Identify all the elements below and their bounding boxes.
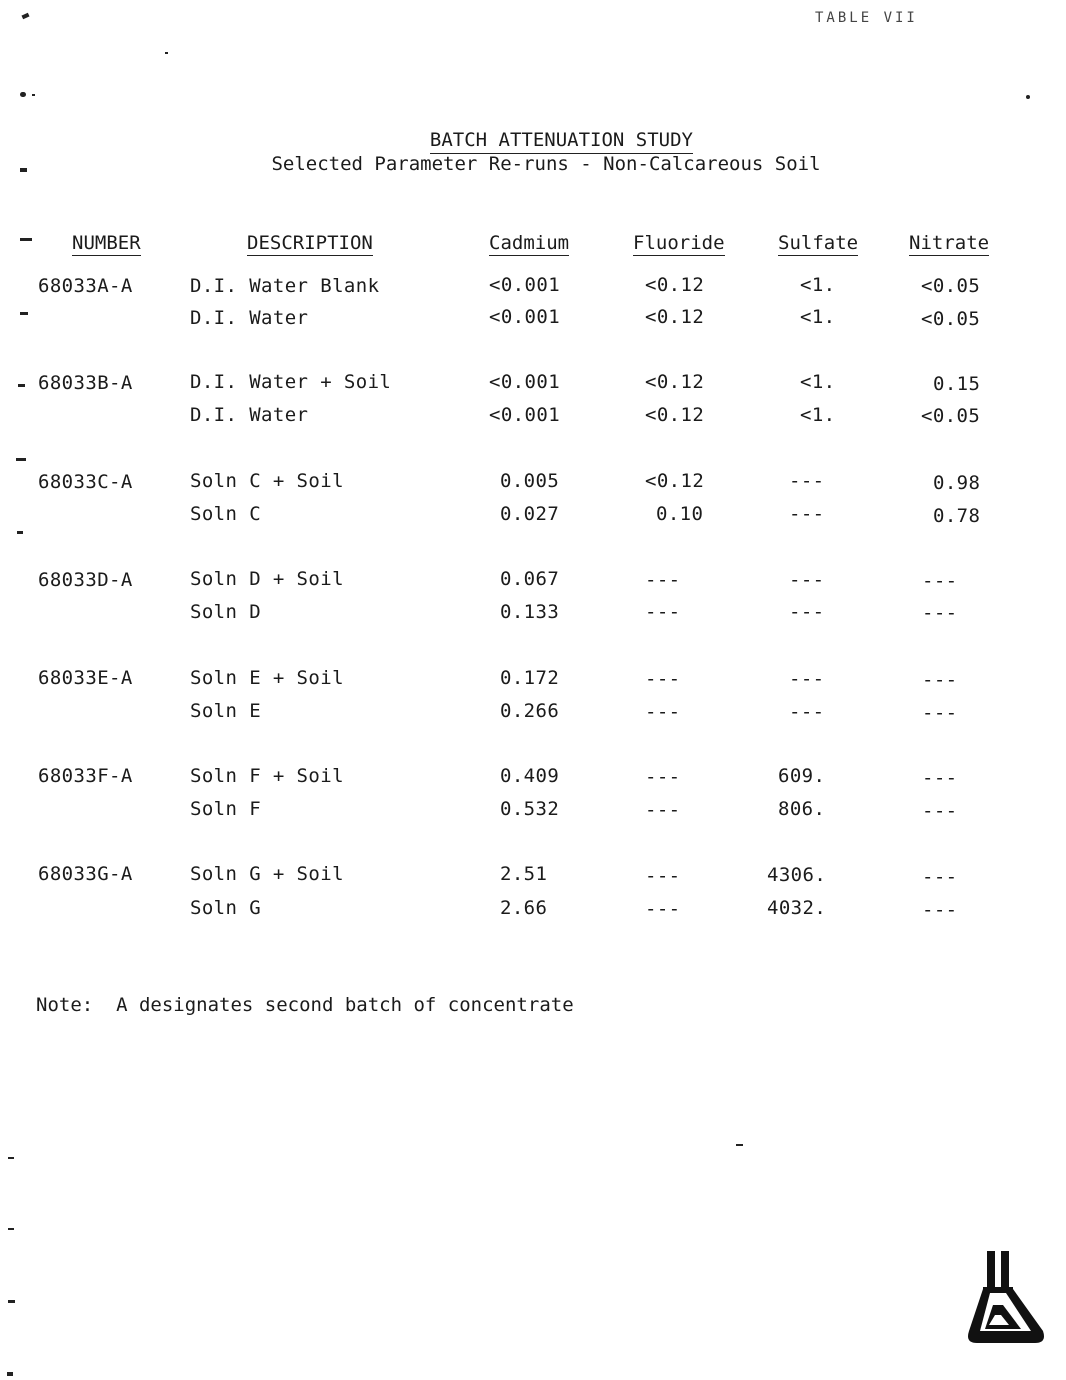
column-header-number: NUMBER — [72, 232, 141, 254]
row-number: 68033F-A — [38, 765, 133, 787]
scan-mark — [20, 92, 26, 97]
cell-fluoride: --- — [645, 865, 681, 887]
cell-sulfate: --- — [789, 569, 825, 591]
cell-nitrate: --- — [922, 767, 958, 789]
cell-sulfate: --- — [789, 701, 825, 723]
cell-sulfate: 4032. — [767, 897, 827, 919]
cell-nitrate: 0.98 — [933, 472, 981, 494]
cell-nitrate: --- — [922, 669, 958, 691]
cell-fluoride: --- — [645, 799, 681, 821]
footnote: Note: A designates second batch of concentrate — [36, 994, 574, 1016]
cell-fluoride: <0.12 — [645, 371, 705, 393]
row-description: Soln C + Soil — [190, 470, 344, 492]
cell-cadmium: <0.001 — [489, 274, 561, 296]
cell-nitrate: <0.05 — [921, 275, 981, 297]
scan-mark — [1026, 95, 1030, 99]
cell-cadmium: <0.001 — [489, 371, 561, 393]
cell-fluoride: --- — [645, 668, 681, 690]
row-number: 68033B-A — [38, 372, 133, 394]
scan-mark — [16, 458, 26, 461]
row-description: Soln G — [190, 897, 262, 919]
cell-fluoride: --- — [645, 898, 681, 920]
cell-sulfate: 4306. — [767, 864, 827, 886]
cell-fluoride: <0.12 — [645, 274, 705, 296]
cell-sulfate: <1. — [800, 404, 836, 426]
row-number: 68033A-A — [38, 275, 133, 297]
column-header-description: DESCRIPTION — [247, 232, 373, 254]
cell-sulfate: 609. — [778, 765, 826, 787]
row-number: 68033C-A — [38, 471, 133, 493]
flask-logo-icon — [944, 1230, 1053, 1353]
cell-nitrate: --- — [922, 570, 958, 592]
cell-nitrate: --- — [922, 702, 958, 724]
cell-sulfate: --- — [789, 503, 825, 525]
cell-cadmium: 0.133 — [500, 601, 560, 623]
cell-sulfate: <1. — [800, 274, 836, 296]
cell-fluoride: <0.12 — [645, 470, 705, 492]
cell-sulfate: --- — [789, 601, 825, 623]
scan-mark — [18, 384, 25, 387]
row-description: Soln F + Soil — [190, 765, 344, 787]
scan-mark — [736, 1144, 743, 1146]
cell-nitrate: --- — [922, 800, 958, 822]
scan-mark — [8, 1300, 15, 1303]
cell-fluoride: --- — [645, 569, 681, 591]
scan-mark — [17, 531, 23, 534]
cell-sulfate: <1. — [800, 371, 836, 393]
cell-sulfate: --- — [789, 668, 825, 690]
scan-mark — [8, 1228, 14, 1230]
cell-cadmium: 0.027 — [500, 503, 560, 525]
cell-fluoride: <0.12 — [645, 306, 705, 328]
row-number: 68033D-A — [38, 569, 133, 591]
scan-mark — [20, 312, 28, 315]
cell-cadmium: 2.51 — [500, 863, 548, 885]
row-number: 68033E-A — [38, 667, 133, 689]
cell-fluoride: --- — [645, 601, 681, 623]
cell-cadmium: 0.266 — [500, 700, 560, 722]
row-number: 68033G-A — [38, 863, 133, 885]
row-description: D.I. Water + Soil — [190, 371, 392, 393]
cell-cadmium: 0.067 — [500, 568, 560, 590]
row-description: Soln E + Soil — [190, 667, 344, 689]
cell-fluoride: --- — [645, 701, 681, 723]
page-header-fragment: TABLE VII — [815, 10, 918, 26]
cell-nitrate: --- — [922, 866, 958, 888]
column-header-fluoride: Fluoride — [633, 232, 725, 254]
row-description: Soln D + Soil — [190, 568, 344, 590]
row-description: D.I. Water — [190, 404, 309, 426]
cell-cadmium: 2.66 — [500, 897, 548, 919]
document-title-wrap — [0, 107, 1066, 151]
row-description: Soln E — [190, 700, 262, 722]
cell-nitrate: <0.05 — [921, 308, 981, 330]
scan-mark — [20, 168, 27, 172]
row-description: Soln F — [190, 798, 262, 820]
scan-mark — [32, 94, 35, 96]
cell-fluoride: <0.12 — [645, 404, 705, 426]
row-description: Soln C — [190, 503, 262, 525]
cell-cadmium: <0.001 — [489, 306, 561, 328]
scan-mark — [7, 1372, 13, 1376]
cell-sulfate: --- — [789, 470, 825, 492]
row-description: Soln D — [190, 601, 262, 623]
cell-fluoride: 0.10 — [656, 503, 704, 525]
row-description: Soln G + Soil — [190, 863, 344, 885]
column-header-sulfate: Sulfate — [778, 232, 859, 254]
row-description: D.I. Water Blank — [190, 275, 380, 297]
cell-sulfate: 806. — [778, 798, 826, 820]
column-header-cadmium: Cadmium — [489, 232, 570, 254]
cell-nitrate: --- — [922, 602, 958, 624]
cell-cadmium: <0.001 — [489, 404, 561, 426]
cell-cadmium: 0.532 — [500, 798, 560, 820]
scan-mark — [165, 52, 168, 54]
cell-nitrate: 0.78 — [933, 505, 981, 527]
cell-nitrate: 0.15 — [933, 373, 981, 395]
column-header-nitrate: Nitrate — [909, 232, 990, 254]
cell-cadmium: 0.172 — [500, 667, 560, 689]
cell-nitrate: <0.05 — [921, 405, 981, 427]
scan-mark — [21, 13, 29, 20]
document-subtitle: Selected Parameter Re-runs - Non-Calcareous Soil — [271, 153, 821, 175]
cell-cadmium: 0.409 — [500, 765, 560, 787]
cell-nitrate: --- — [922, 899, 958, 921]
row-description: D.I. Water — [190, 307, 309, 329]
cell-fluoride: --- — [645, 766, 681, 788]
scan-mark — [8, 1157, 14, 1159]
scan-mark — [20, 238, 32, 241]
cell-cadmium: 0.005 — [500, 470, 560, 492]
document-title: BATCH ATTENUATION STUDY — [430, 129, 693, 154]
cell-sulfate: <1. — [800, 306, 836, 328]
